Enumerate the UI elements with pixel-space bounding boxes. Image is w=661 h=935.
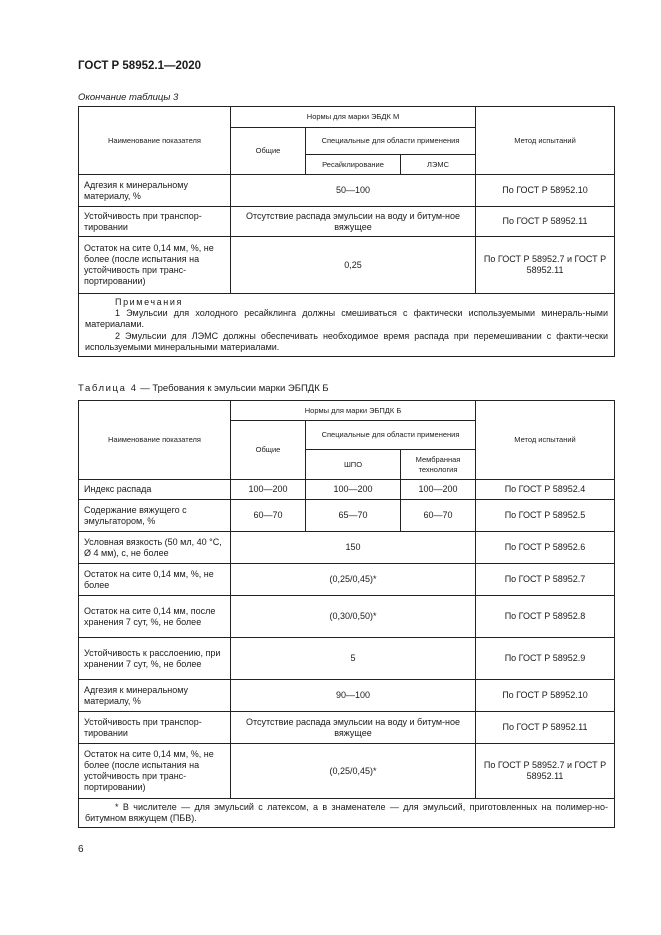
table4-footnote bbox=[79, 799, 615, 828]
page-number: 6 bbox=[78, 844, 84, 855]
table-row bbox=[79, 712, 615, 744]
table-row bbox=[79, 480, 615, 500]
row-method: По ГОСТ Р 58952.11 bbox=[476, 207, 615, 237]
table-row bbox=[79, 564, 615, 596]
note-item: 2 Эмульсии для ЛЭМС должны обеспечивать необходимое время распада при перемешивании с факти-чески используемыми минеральными материалами. bbox=[85, 330, 609, 352]
row-value-general: 60—70 bbox=[231, 500, 306, 532]
row-value: (0,25/0,45)* bbox=[231, 564, 476, 596]
header-recycling: Ресайклирование bbox=[306, 155, 401, 175]
row-name: Остаток на сите 0,14 мм, %, не более (после испытания на устойчивость при транс-портировании) bbox=[79, 744, 231, 799]
table-3 bbox=[78, 106, 615, 357]
header-norms: Нормы для марки ЭБДК М bbox=[231, 107, 476, 128]
row-value: (0,25/0,45)* bbox=[231, 744, 476, 799]
row-value: (0,30/0,50)* bbox=[231, 596, 476, 638]
table-row bbox=[79, 237, 615, 294]
row-name: Устойчивость при транспор-тировании bbox=[79, 712, 231, 744]
table-row bbox=[79, 207, 615, 237]
header-shpo: ШПО bbox=[306, 450, 401, 480]
table-4 bbox=[78, 400, 615, 828]
header-membrane: Мембранная технология bbox=[401, 450, 476, 480]
header-indicator-name: Наименование показателя bbox=[79, 401, 231, 480]
table4-caption-label: Таблица 4 bbox=[78, 383, 138, 394]
row-name: Устойчивость при транспор-тировании bbox=[79, 207, 231, 237]
row-value: Отсутствие распада эмульсии на воду и битум-ное вяжущее bbox=[231, 207, 476, 237]
note-item: 1 Эмульсии для холодного ресайклинга должны смешиваться с фактически используемыми минераль-ными материалами. bbox=[85, 308, 609, 330]
row-method: По ГОСТ Р 58952.11 bbox=[476, 712, 615, 744]
row-method: По ГОСТ Р 58952.6 bbox=[476, 532, 615, 564]
row-name: Остаток на сите 0,14 мм, %, не более bbox=[79, 564, 231, 596]
row-value: 150 bbox=[231, 532, 476, 564]
row-name: Условная вязкость (50 мл, 40 °С, Ø 4 мм), с, не более bbox=[79, 532, 231, 564]
row-method: По ГОСТ Р 58952.10 bbox=[476, 175, 615, 207]
row-method: По ГОСТ Р 58952.9 bbox=[476, 638, 615, 680]
row-value: 0,25 bbox=[231, 237, 476, 294]
row-value: 5 bbox=[231, 638, 476, 680]
row-name: Адгезия к минеральному материалу, % bbox=[79, 175, 231, 207]
table4-caption bbox=[78, 383, 329, 394]
row-value: 90—100 bbox=[231, 680, 476, 712]
row-value-general: 100—200 bbox=[231, 480, 306, 500]
header-indicator-name: Наименование показателя bbox=[79, 107, 231, 175]
row-name: Адгезия к минеральному материалу, % bbox=[79, 680, 231, 712]
row-value-membrane: 60—70 bbox=[401, 500, 476, 532]
row-name: Устойчивость к расслоению, при хранении 7 сут, %, не более bbox=[79, 638, 231, 680]
document-id: ГОСТ Р 58952.1—2020 bbox=[78, 60, 202, 72]
row-method: По ГОСТ Р 58952.7 и ГОСТ Р 58952.11 bbox=[476, 744, 615, 799]
row-name: Содержание вяжущего с эмульгатором, % bbox=[79, 500, 231, 532]
row-name: Остаток на сите 0,14 мм, после хранения 7 сут, %, не более bbox=[79, 596, 231, 638]
row-method: По ГОСТ Р 58952.7 bbox=[476, 564, 615, 596]
table-row bbox=[79, 532, 615, 564]
row-name: Остаток на сите 0,14 мм, %, не более (после испытания на устойчивость при транс-портировании) bbox=[79, 237, 231, 294]
table-row bbox=[79, 680, 615, 712]
table-row bbox=[79, 175, 615, 207]
table4-caption-text: — Требования к эмульсии марки ЭБПДК Б bbox=[140, 383, 329, 394]
row-method: По ГОСТ Р 58952.5 bbox=[476, 500, 615, 532]
row-method: По ГОСТ Р 58952.8 bbox=[476, 596, 615, 638]
table3-caption: Окончание таблицы 3 bbox=[78, 92, 179, 103]
row-value: 50—100 bbox=[231, 175, 476, 207]
header-test-method: Метод испытаний bbox=[476, 401, 615, 480]
row-method: По ГОСТ Р 58952.10 bbox=[476, 680, 615, 712]
row-value-shpo: 65—70 bbox=[306, 500, 401, 532]
row-method: По ГОСТ Р 58952.7 и ГОСТ Р 58952.11 bbox=[476, 237, 615, 294]
table-row bbox=[79, 596, 615, 638]
notes-title: Примечания bbox=[115, 297, 183, 307]
row-value-shpo: 100—200 bbox=[306, 480, 401, 500]
row-value: Отсутствие распада эмульсии на воду и битум-ное вяжущее bbox=[231, 712, 476, 744]
table-row bbox=[79, 500, 615, 532]
header-test-method: Метод испытаний bbox=[476, 107, 615, 175]
table-row bbox=[79, 638, 615, 680]
row-value-membrane: 100—200 bbox=[401, 480, 476, 500]
header-lems: ЛЭМС bbox=[401, 155, 476, 175]
row-method: По ГОСТ Р 58952.4 bbox=[476, 480, 615, 500]
header-special: Специальные для области применения bbox=[306, 128, 476, 155]
row-name: Индекс распада bbox=[79, 480, 231, 500]
header-general: Общие bbox=[231, 128, 306, 175]
header-general: Общие bbox=[231, 421, 306, 480]
header-norms: Нормы для марки ЭБПДК Б bbox=[231, 401, 476, 421]
footnote-text: * В числителе — для эмульсий с латексом, а в знаменателе — для эмульсий, приготовленных на полимер-но-битумном вяжущем (ПБВ). bbox=[85, 802, 608, 824]
table3-notes bbox=[79, 294, 615, 357]
table-row bbox=[79, 744, 615, 799]
header-special: Специальные для области применения bbox=[306, 421, 476, 450]
